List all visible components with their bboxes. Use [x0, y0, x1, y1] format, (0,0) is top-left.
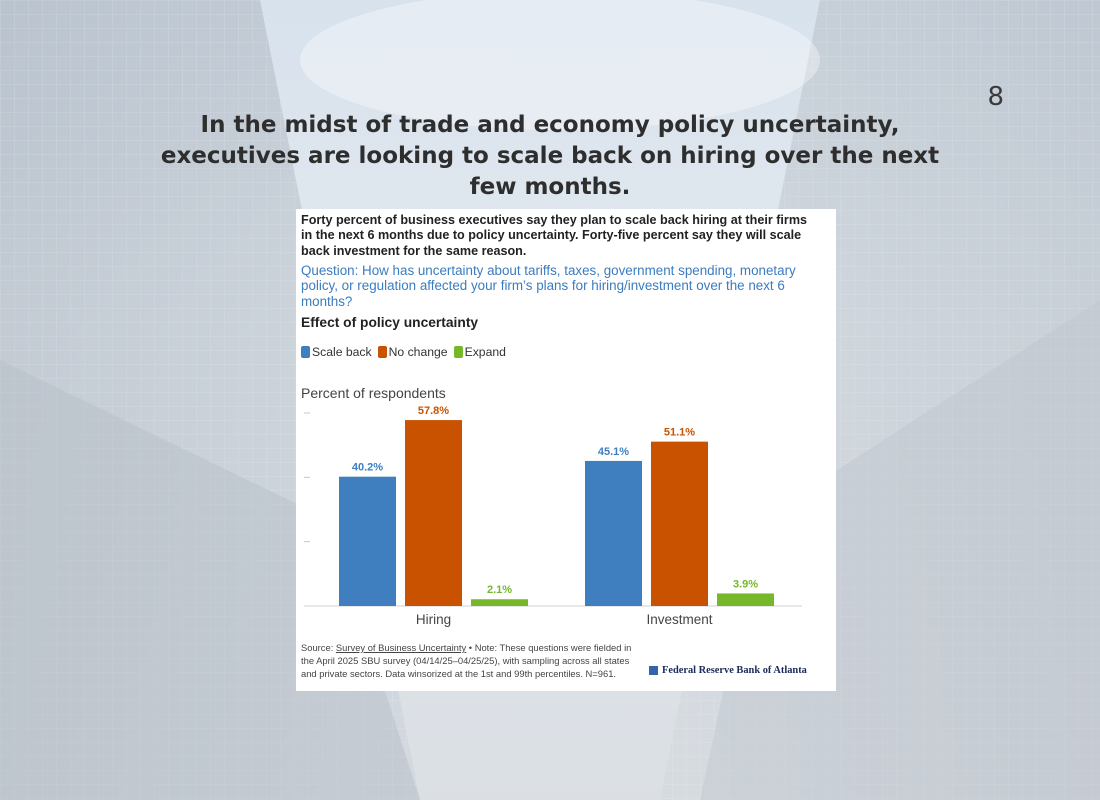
y-axis-label: Percent of respondents — [301, 385, 446, 401]
legend-item-no-change — [378, 345, 448, 359]
chart-legend — [301, 345, 506, 359]
chart-title: Effect of policy uncertainty — [301, 315, 479, 330]
legend-item-scale-back — [301, 345, 372, 359]
bar-hiring-expand — [471, 599, 528, 606]
data-label-investment-no-change: 51.1% — [663, 426, 696, 439]
data-label-investment-expand: 3.9% — [732, 578, 759, 591]
bar-hiring-no-change — [405, 420, 462, 606]
page-number: 8 — [987, 82, 1004, 112]
bar-investment-scale-back — [585, 461, 642, 606]
bar-chart — [296, 399, 836, 639]
source-note — [301, 642, 646, 680]
legend-label-no-change: No change — [388, 345, 448, 359]
bar-investment-expand — [717, 593, 774, 606]
legend-label-scale-back: Scale back — [312, 345, 372, 359]
source-note-text: • Note: These questions were fielded in the April 2025 SBU survey (04/14/25–04/25/25), with sampling across all states and private sectors. Data winsorized at the 1st and 99th percentiles. N=961. — [301, 642, 632, 679]
chart-card-title: Forty percent of business executives say they plan to scale back hiring at their firms in the next 6 months due to policy uncertainty. Forty-five percent say they will scale back investment for the same reason. — [301, 213, 808, 258]
frb-atlanta-logo — [649, 665, 807, 676]
x-tick-label-investment: Investment — [646, 612, 713, 627]
legend-label-expand: Expand — [464, 345, 506, 359]
bar-investment-no-change — [651, 442, 708, 606]
legend-swatch-scale-back — [301, 346, 310, 358]
x-tick-label-hiring: Hiring — [415, 612, 452, 627]
source-prefix: Source: — [301, 642, 336, 653]
legend-item-expand — [454, 345, 506, 359]
frb-logo-mark-icon — [649, 666, 658, 675]
data-label-hiring-scale-back: 40.2% — [351, 461, 384, 474]
bar-hiring-scale-back — [339, 477, 396, 606]
source-link[interactable]: Survey of Business Uncertainty — [335, 642, 467, 653]
data-label-hiring-no-change: 57.8% — [417, 405, 450, 418]
data-label-investment-scale-back: 45.1% — [597, 445, 630, 458]
legend-swatch-no-change — [378, 346, 387, 358]
survey-question: Question: How has uncertainty about tariffs, taxes, government spending, monetary policy, or regulation affected your firm’s plans for hiring/investment over the next 6 months? — [301, 263, 796, 309]
legend-swatch-expand — [454, 346, 463, 358]
page-headline: In the midst of trade and economy policy uncertainty, executives are looking to scale back on hiring over the next few months. — [160, 112, 940, 200]
chart-card — [296, 209, 836, 691]
frb-logo-text: Federal Reserve Bank of Atlanta — [662, 665, 807, 676]
data-label-hiring-expand: 2.1% — [486, 584, 513, 597]
